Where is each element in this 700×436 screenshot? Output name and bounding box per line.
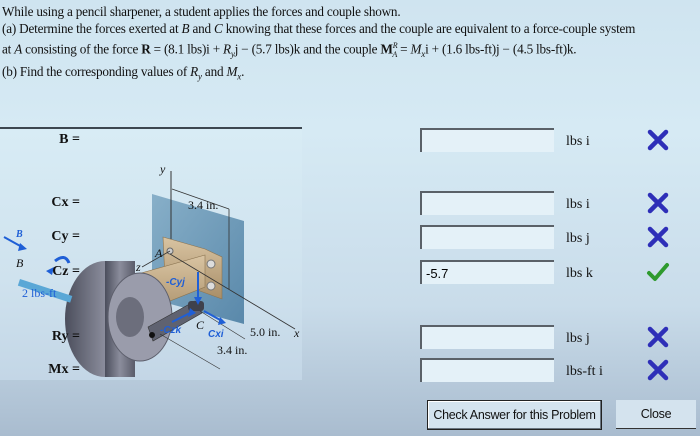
incorrect-x-icon [646,325,670,349]
input-cx[interactable] [420,191,554,215]
label-cx: Cx = [51,195,80,210]
svg-text:x: x [294,326,300,340]
svg-text:B: B [16,229,23,240]
label-b: B = [59,132,80,147]
svg-text:5.0 in.: 5.0 in. [250,325,281,339]
problem-line-1: While using a pencil sharpener, a student applies the forces and couple shown. [2,4,401,19]
incorrect-x-icon [646,128,670,152]
unit-cy: lbs j [566,231,590,246]
svg-text:B: B [16,256,24,270]
incorrect-x-icon [646,191,670,215]
input-cz[interactable] [420,260,554,284]
svg-text:y: y [160,162,166,176]
unit-b: lbs i [566,134,590,149]
close-button[interactable]: Close [616,400,696,429]
svg-text:2 lbs-ft: 2 lbs-ft [22,286,57,300]
svg-text:z: z [136,260,141,274]
incorrect-x-icon [646,225,670,249]
correct-check-icon [646,260,670,284]
problem-part-a-cont: at A consisting of the force R = (8.1 $lbs)i + R_yj - (5.7$ lbs)k and the couple $M^R_A = M_xi + (1.6$ lbs-ft)j − (4.5 lbs-ft)k. [2,41,577,60]
input-mx[interactable] [420,358,554,382]
unit-mx: lbs-ft i [566,364,603,379]
label-cy: Cy = [51,229,80,244]
label-mx: Mx = [48,362,80,377]
problem-part-b: (b) Find the corresponding values of $R_y$ and $M_x$. [2,64,245,82]
check-answer-button[interactable]: Check Answer for this Problem [427,400,602,430]
incorrect-x-icon [646,358,670,382]
problem-part-a: (a) Determine the forces exerted at B and C knowing that these forces and the couple are equivalent to a force-couple system [2,21,636,36]
unit-cx: lbs i [566,197,590,212]
unit-cz: lbs k [566,266,593,281]
input-b[interactable] [420,128,554,152]
label-cz: Cz = [52,264,80,279]
svg-text:A: A [155,246,163,260]
svg-text:Cxi: Cxi [208,329,224,340]
unit-ry: lbs j [566,331,590,346]
svg-text:C: C [196,318,205,332]
svg-text:3.4 in.: 3.4 in. [188,198,219,212]
label-ry: Ry = [51,329,80,344]
svg-text:-Cyj: -Cyj [166,277,185,288]
svg-text:3.4 in.: 3.4 in. [217,343,248,357]
svg-text:-Czk: -Czk [160,325,182,336]
input-cy[interactable] [420,225,554,249]
input-ry[interactable] [420,325,554,349]
